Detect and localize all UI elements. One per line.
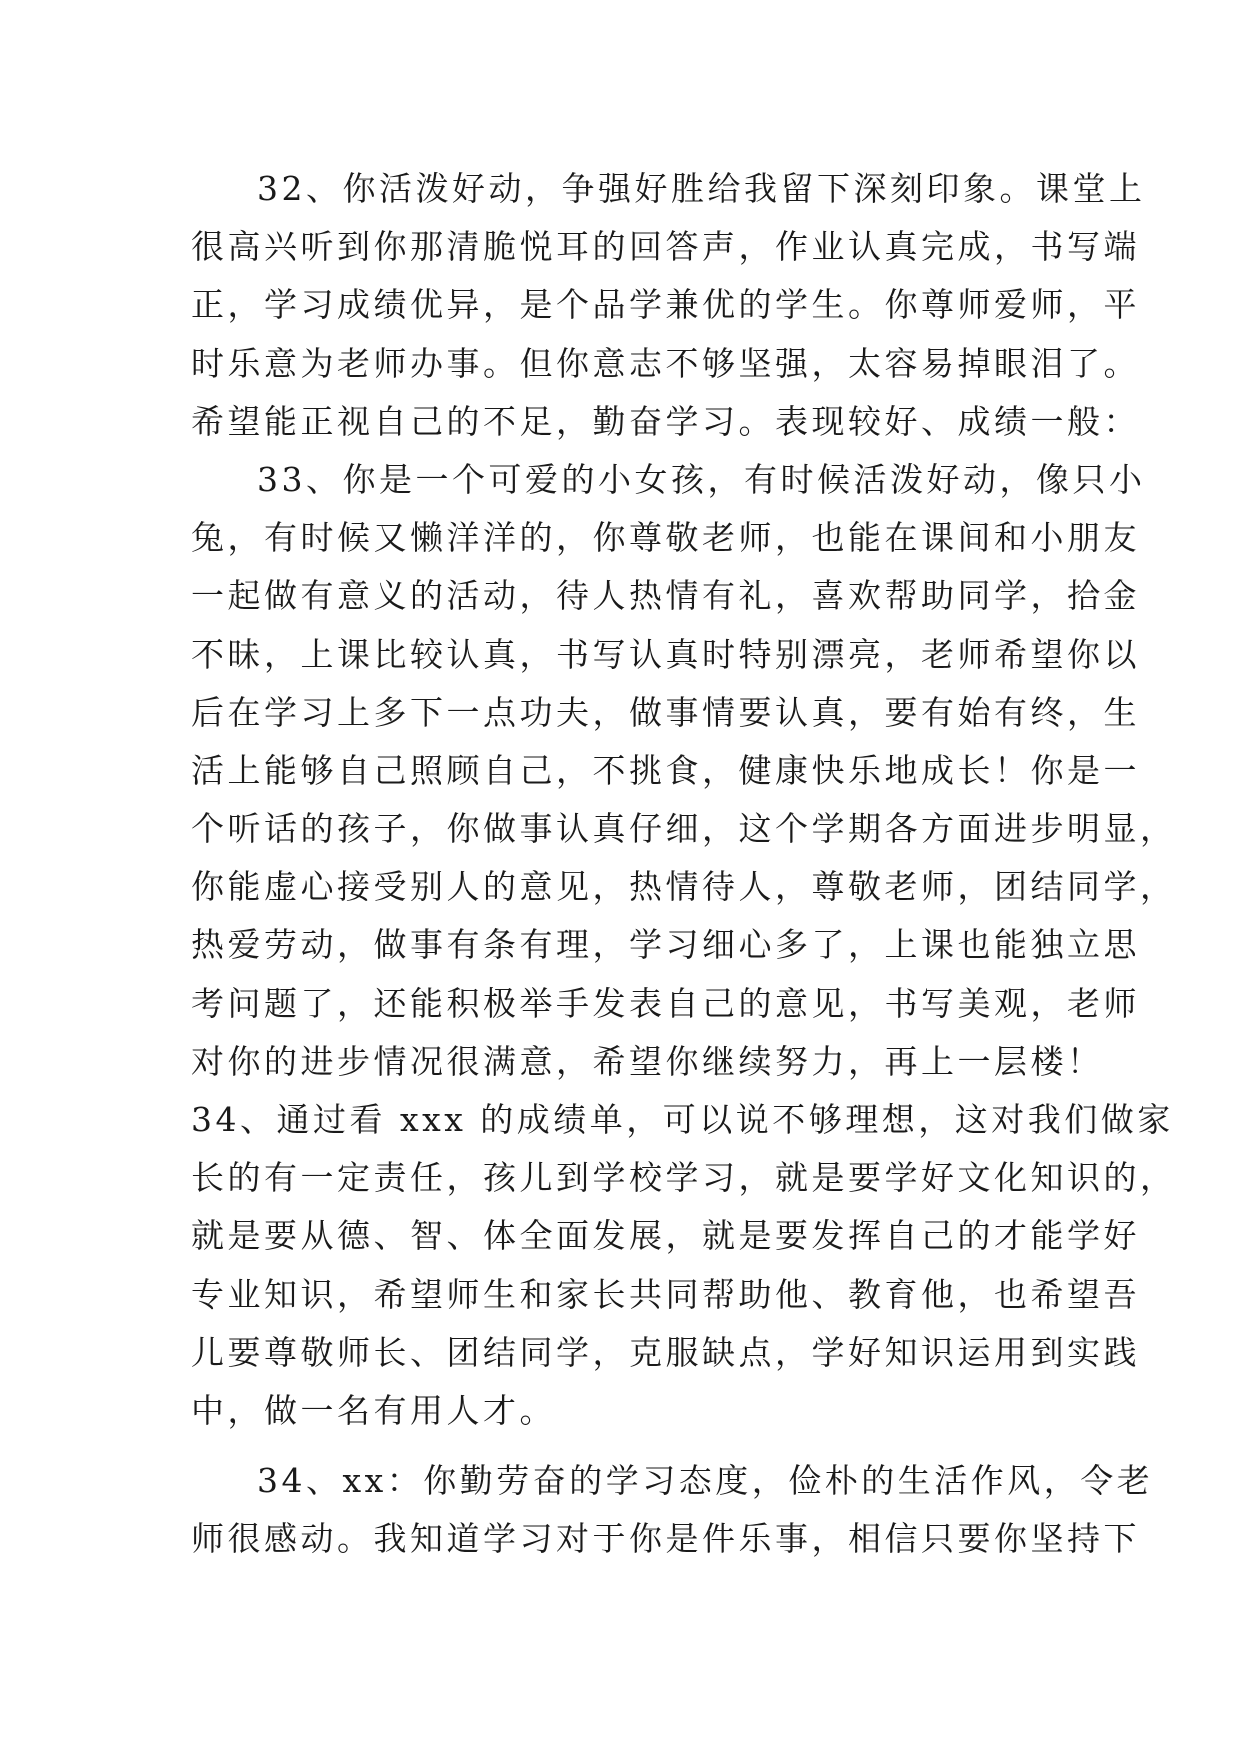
text-line: 你能虚心接受别人的意见，热情待人，尊敬老师，团结同学， (191, 867, 1177, 907)
text-line: 师很感动。我知道学习对于你是件乐事，相信只要你坚持下 (191, 1519, 1140, 1559)
text-line: 兔，有时候又懒洋洋的，你尊敬老师，也能在课间和小朋友 (191, 518, 1140, 558)
text-line: 活上能够自己照顾自己，不挑食，健康快乐地成长！你是一 (191, 750, 1140, 790)
text-line: 32、你活泼好动，争强好胜给我留下深刻印象。课堂上 (257, 169, 1146, 208)
paragraph-33 (191, 451, 1177, 1091)
text-line: 正，学习成绩优异，是个品学兼优的学生。你尊师爱师，平 (191, 285, 1140, 325)
text-line: 时乐意为老师办事。但你意志不够坚强，太容易掉眼泪了。 (191, 343, 1140, 383)
text-line: 希望能正视自己的不足，勤奋学习。表现较好、成绩一般： (191, 401, 1140, 441)
document-body (191, 160, 1177, 1569)
text-line: 对你的进步情况很满意，希望你继续努力，再上一层楼！ (191, 1041, 1104, 1081)
text-line: 儿要尊敬师长、团结同学，克服缺点，学好知识运用到实践 (191, 1332, 1140, 1372)
text-line: 34、通过看 xxx 的成绩单，可以说不够理想，这对我们做家 (191, 1100, 1174, 1139)
text-line: 一起做有意义的活动，待人热情有礼，喜欢帮助同学，拾金 (191, 576, 1140, 616)
text-line: 考问题了，还能积极举手发表自己的意见，书写美观，老师 (191, 983, 1140, 1023)
text-line: 专业知识，希望师生和家长共同帮助他、教育他，也希望吾 (191, 1274, 1140, 1314)
text-line: 热爱劳动，做事有条有理，学习细心多了，上课也能独立思 (191, 925, 1140, 965)
text-line: 后在学习上多下一点功夫，做事情要认真，要有始有终，生 (191, 692, 1140, 732)
text-line: 个听话的孩子，你做事认真仔细，这个学期各方面进步明显， (191, 809, 1177, 849)
text-line: 就是要从德、智、体全面发展，就是要发挥自己的才能学好 (191, 1216, 1140, 1256)
text-line: 不昧，上课比较认真，书写认真时特别漂亮，老师希望你以 (191, 634, 1140, 674)
text-line: 很高兴听到你那清脆悦耳的回答声，作业认真完成，书写端 (191, 227, 1140, 267)
paragraph-32 (191, 160, 1146, 451)
paragraph-34-xx (191, 1452, 1154, 1568)
paragraph-34-report-card (191, 1091, 1177, 1440)
text-line: 中，做一名有用人才。 (191, 1390, 556, 1430)
text-line: 长的有一定责任，孩儿到学校学习，就是要学好文化知识的， (191, 1158, 1177, 1198)
text-line: 34、xx：你勤劳奋的学习态度，俭朴的生活作风，令老 (257, 1461, 1154, 1501)
text-line: 33、你是一个可爱的小女孩，有时候活泼好动，像只小 (257, 459, 1146, 499)
